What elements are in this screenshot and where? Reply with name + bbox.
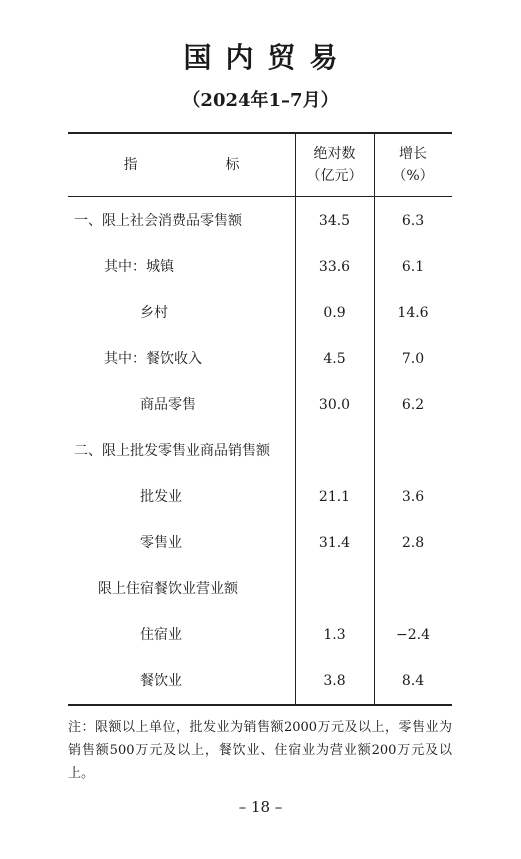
row-label: 商品零售 <box>140 397 196 413</box>
row-absolute: 3.8 <box>323 673 346 689</box>
row-label: 乡村 <box>140 305 168 321</box>
row-growth: −2.4 <box>396 627 430 643</box>
row-absolute: 21.1 <box>318 489 351 505</box>
table-row <box>68 382 452 428</box>
table-row <box>68 520 452 566</box>
table-row <box>68 336 452 382</box>
header-divider <box>68 196 452 197</box>
row-growth: 2.8 <box>401 535 425 551</box>
row-growth: 7.0 <box>401 351 425 367</box>
page-title: 国内贸易 <box>183 41 352 74</box>
table-row <box>68 612 452 658</box>
row-label: 零售业 <box>140 535 182 551</box>
row-absolute: 1.3 <box>323 627 346 643</box>
footnote: 注：限额以上单位，批发业为销售额2000万元及以上，零售业为销售额500万元及以上，餐饮业、住宿业为营业额200万元及以上。 <box>68 720 452 781</box>
row-absolute: 34.5 <box>318 213 351 229</box>
row-growth: 3.6 <box>401 489 425 505</box>
row-growth: 14.6 <box>397 305 429 321</box>
table-row <box>68 474 452 520</box>
row-label: 批发业 <box>140 489 182 505</box>
row-growth: 6.1 <box>401 259 425 275</box>
page-number: – 18 – <box>238 798 283 816</box>
table-row <box>68 198 452 244</box>
row-label: 限上住宿餐饮业营业额 <box>98 581 238 597</box>
row-absolute: 33.6 <box>318 259 351 275</box>
row-growth: 6.2 <box>401 397 425 413</box>
row-label: 其中：城镇 <box>104 259 174 275</box>
row-absolute: 4.5 <box>323 351 346 367</box>
header-indicator: 指 标 <box>123 157 260 173</box>
row-absolute: 31.4 <box>318 535 351 551</box>
row-label: 其中：餐饮收入 <box>104 351 202 367</box>
table-row <box>68 428 452 474</box>
row-absolute: 30.0 <box>318 397 351 413</box>
row-label: 住宿业 <box>140 627 182 643</box>
header-absolute: 绝对数 （亿元） <box>306 146 363 184</box>
row-label: 一、限上社会消费品零售额 <box>74 213 242 229</box>
table-row <box>68 290 452 336</box>
row-label: 二、限上批发零售业商品销售额 <box>74 443 270 459</box>
table-row <box>68 244 452 290</box>
table-row <box>68 566 452 612</box>
data-table <box>68 132 452 706</box>
page-subtitle: （2024年1–7月） <box>182 90 339 111</box>
row-absolute: 0.9 <box>323 305 346 321</box>
row-growth: 6.3 <box>401 213 425 229</box>
header-growth: 增长 （%） <box>392 146 434 184</box>
row-growth: 8.4 <box>401 673 425 689</box>
table-row <box>68 658 452 704</box>
row-label: 餐饮业 <box>140 673 182 689</box>
